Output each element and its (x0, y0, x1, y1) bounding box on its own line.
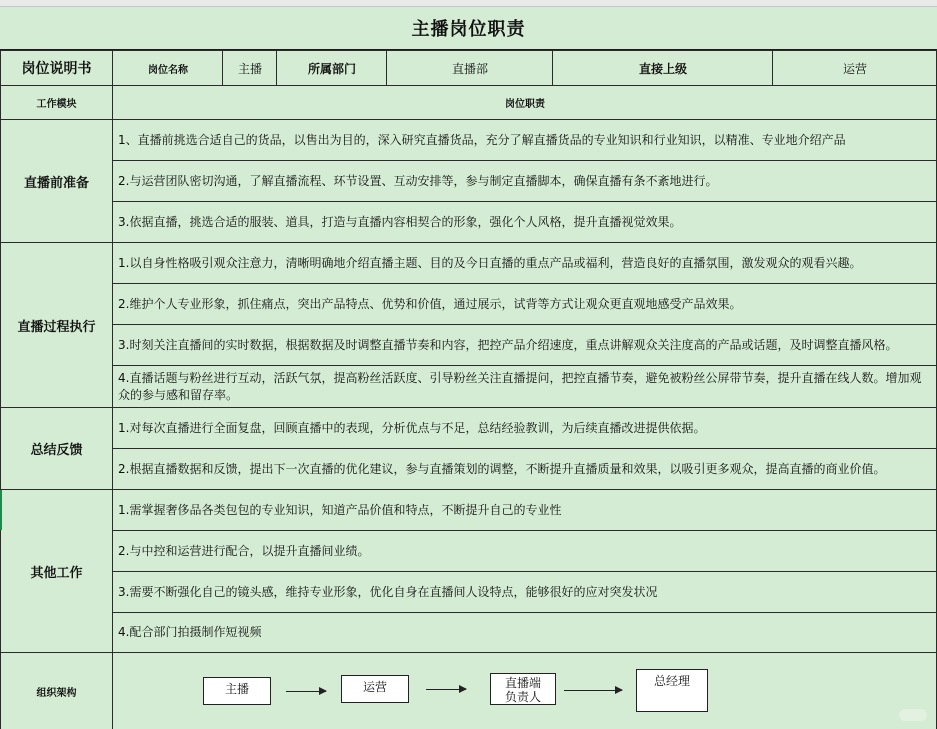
org-node-anchor: 主播 (203, 677, 271, 705)
org-node-operations: 运营 (341, 675, 409, 703)
duty-item: 1.需掌握奢侈品各类包包的专业知识，知道产品价值和特点，不断提升自己的专业性 (118, 502, 562, 517)
section-name: 总结反馈 (30, 443, 83, 458)
section-name: 其他工作 (30, 565, 83, 581)
department-value: 直播部 (451, 61, 488, 76)
org-node-live-lead: 直播端 负责人 (490, 673, 556, 705)
duty-item: 3.依据直播，挑选合适的服装、道具，打造与直播内容相契合的形象，强化个人风格，提升直播视觉效果。 (118, 214, 682, 229)
duty-item: 2.与运营团队密切沟通，了解直播流程、环节设置、互动安排等，参与制定直播脚本，确保直播有条不紊地进行。 (118, 173, 718, 188)
duty-item: 4.配合部门拍摄制作短视频 (118, 625, 262, 639)
arrow-right-icon (286, 691, 326, 692)
section-name: 直播过程执行 (17, 319, 96, 335)
section-name: 直播前准备 (23, 175, 89, 191)
superior-value: 运营 (842, 61, 867, 76)
duty-item: 3.需要不断强化自己的镜头感，维持专业形象，优化自身在直播间人设特点，能够很好的应对突发状况 (118, 584, 658, 599)
duty-item: 1.以自身性格吸引观众注意力，清晰明确地介绍直播主题、目的及今日直播的重点产品或福利，营造良好的直播氛围，激发观众的观看兴趣。 (118, 255, 862, 270)
duty-label: 岗位职责 (505, 99, 545, 110)
duty-item: 2.维护个人专业形象，抓住痛点，突出产品特点、优势和价值，通过展示，试背等方式让观众更直观地感受产品效果。 (118, 296, 742, 311)
duty-item: 1、直播前挑选合适自己的货品，以售出为目的，深入研究直播货品，充分了解直播货品的专业知识和行业知识，以精准、专业地介绍产品 (118, 132, 846, 147)
duty-item: 3.时刻关注直播间的实时数据，根据数据及时调整直播节奏和内容，把控产品介绍速度，重点讲解观众关注度高的产品或话题，及时调整直播风格。 (118, 337, 898, 352)
arrow-right-icon (564, 690, 622, 691)
doc-label: 岗位说明书 (21, 61, 92, 77)
duty-item: 4.直播话题与粉丝进行互动，活跃气氛，提高粉丝活跃度、引导粉丝关注直播提问，把控直播节奏，避免被粉丝公屏带节奏，提升直播在线人数。增加观众的参与感和留存率。 (118, 370, 922, 402)
watermark (899, 709, 927, 721)
duty-item: 1.对每次直播进行全面复盘，回顾直播中的表现，分析优点与不足，总结经验教训，为后续直播改进提供依据。 (118, 420, 706, 435)
duty-item: 2.根据直播数据和反馈，提出下一次直播的优化建议，参与直播策划的调整，不断提升直播质量和效果，以吸引更多观众，提高直播的商业价值。 (118, 461, 886, 476)
org-node-general-manager: 总经理 (636, 669, 708, 712)
superior-label: 直接上级 (638, 61, 687, 76)
module-label: 工作模块 (36, 99, 77, 110)
position-name-value: 主播 (237, 61, 262, 76)
duty-item: 2.与中控和运营进行配合，以提升直播间业绩。 (118, 543, 370, 558)
sheet-title: 主播岗位职责 (0, 6, 937, 50)
position-name-label: 岗位名称 (148, 64, 188, 76)
department-label: 所属部门 (307, 61, 356, 76)
org-label: 组织架构 (36, 687, 77, 699)
arrow-right-icon (426, 689, 466, 690)
